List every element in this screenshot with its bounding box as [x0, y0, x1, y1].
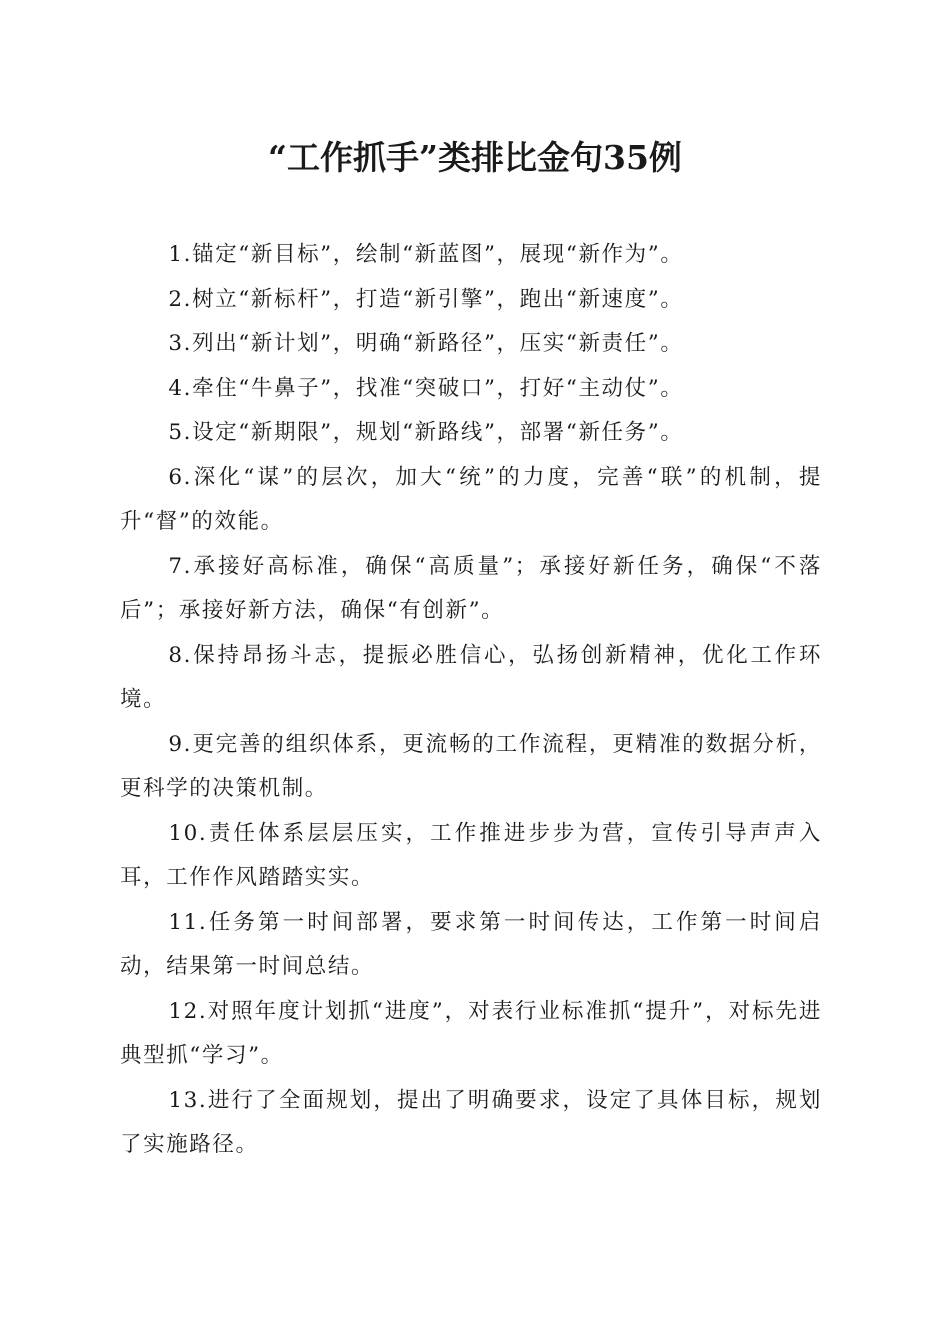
list-item: 11.任务第一时间部署，要求第一时间传达，工作第一时间启动，结果第一时间总结。: [120, 909, 822, 979]
sentence-list: [120, 233, 822, 1168]
document-title: “工作抓手”类排比金句35例: [268, 138, 682, 177]
list-item: 8.保持昂扬斗志，提振必胜信心，弘扬创新精神，优化工作环境。: [120, 642, 822, 712]
list-item: 10.责任体系层层压实，工作推进步步为营，宣传引导声声入耳，工作作风踏踏实实。: [120, 820, 822, 890]
list-item: 2.树立“新标杆”，打造“新引擎”，跑出“新速度”。: [168, 286, 684, 312]
list-item: 7.承接好高标准，确保“高质量”；承接好新任务，确保“不落后”；承接好新方法，确保“有创新”。: [120, 553, 822, 623]
list-item: 1.锚定“新目标”，绘制“新蓝图”，展现“新作为”。: [168, 242, 684, 267]
list-item: 9.更完善的组织体系，更流畅的工作流程，更精准的数据分析，更科学的决策机制。: [120, 731, 822, 801]
list-item: 13.进行了全面规划，提出了明确要求，设定了具体目标，规划了实施路径。: [120, 1087, 822, 1157]
list-item: 6.深化“谋”的层次，加大“统”的力度，完善“联”的机制，提升“督”的效能。: [120, 464, 822, 534]
list-item: 3.列出“新计划”，明确“新路径”，压实“新责任”。: [168, 331, 684, 356]
list-item: 12.对照年度计划抓“进度”，对表行业标准抓“提升”，对标先进典型抓“学习”。: [120, 998, 822, 1068]
list-item: 5.设定“新期限”，规划“新路线”，部署“新任务”。: [168, 420, 684, 445]
list-item: 4.牵住“牛鼻子”，找准“突破口”，打好“主动仗”。: [168, 375, 684, 401]
